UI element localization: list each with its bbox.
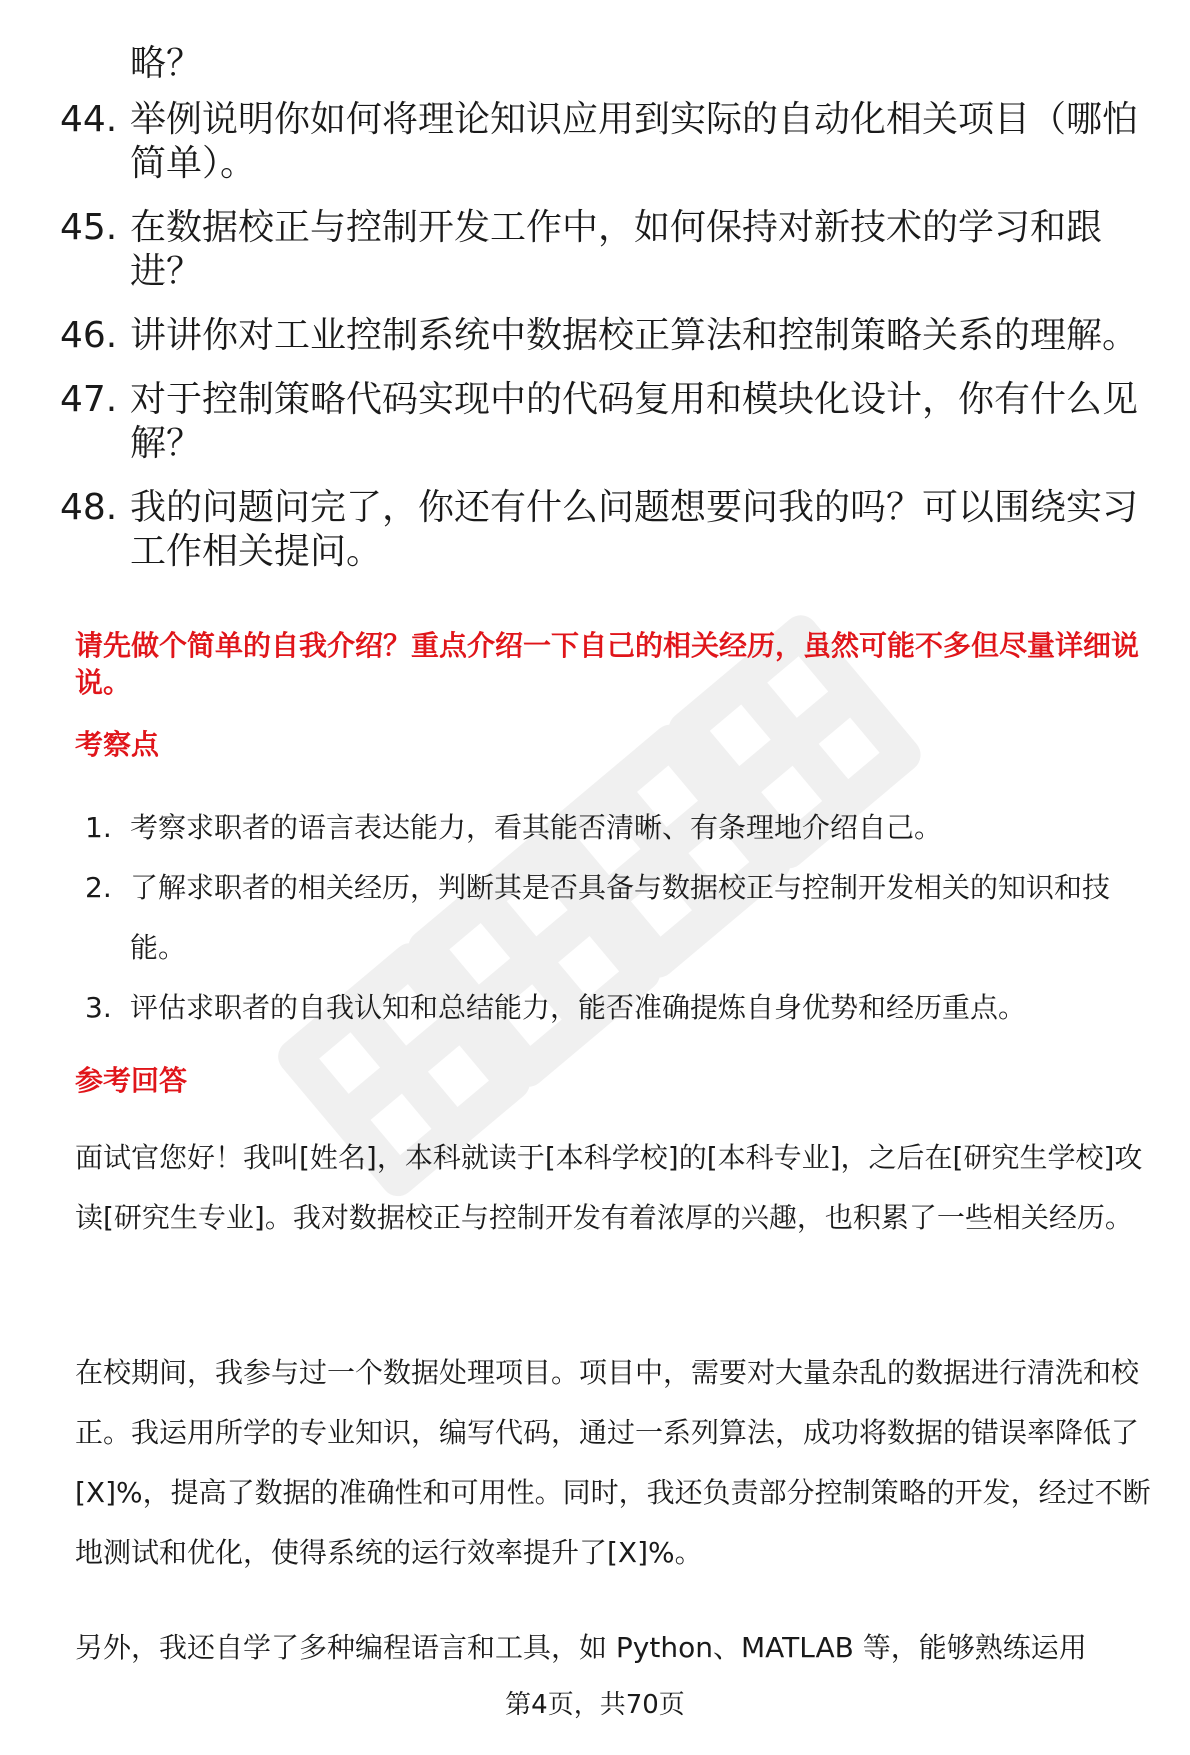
- point-number: 3.: [85, 991, 112, 1024]
- point-text: 评估求职者的自我认知和总结能力，能否准确提炼自身优势和经历重点。: [130, 991, 1027, 1024]
- question-continuation: 略？: [130, 43, 203, 84]
- question-number: 45.: [60, 207, 118, 248]
- answer-paragraph: 在校期间，我参与过一个数据处理项目。项目中，需要对大量杂乱的数据进行清洗和校正。我运用所学的专业知识，编写代码，通过一系列算法，成功将数据的错误率降低了[X]%，提高了数据的准确性和可用性。同时，我还负责部分控制策略的开发，经过不断地测试和优化，使得系统的运行效率提升了[X]%。: [75, 1356, 1151, 1569]
- question-title: 请先做个简单的自我介绍？重点介绍一下自己的相关经历，虽然可能不多但尽量详细说说。: [75, 629, 1140, 699]
- point-item: [85, 798, 1165, 858]
- question-number: 44.: [60, 99, 118, 140]
- question-list: [60, 42, 1160, 594]
- question-number: 48.: [60, 487, 118, 528]
- points-list: [85, 798, 1165, 1038]
- point-item: [85, 858, 1165, 978]
- point-text: 考察求职者的语言表达能力，看其能否清晰、有条理地介绍自己。: [130, 811, 943, 844]
- question-item: [60, 486, 1160, 574]
- question-number: 47.: [60, 379, 118, 420]
- point-number: 2.: [85, 871, 112, 904]
- answer-paragraph: 另外，我还自学了多种编程语言和工具，如 Python、MATLAB 等，能够熟练运用: [75, 1631, 1087, 1664]
- question-item: [60, 378, 1160, 466]
- answer-heading: 参考回答: [75, 1064, 188, 1097]
- question-text: 在数据校正与控制开发工作中，如何保持对新技术的学习和跟进？: [130, 207, 1103, 292]
- page-footer: 第4页，共70页: [505, 1690, 685, 1720]
- question-item: [60, 206, 1160, 294]
- point-item: [85, 978, 1165, 1038]
- question-text: 我的问题问完了，你还有什么问题想要问我的吗？可以围绕实习工作相关提问。: [130, 487, 1139, 572]
- question-text: 举例说明你如何将理论知识应用到实际的自动化相关项目（哪怕简单）。: [130, 99, 1139, 184]
- question-number: 46.: [60, 315, 118, 356]
- question-text: 对于控制策略代码实现中的代码复用和模块化设计，你有什么见解？: [130, 379, 1139, 464]
- question-text: 讲讲你对工业控制系统中数据校正算法和控制策略关系的理解。: [130, 315, 1139, 356]
- points-heading: 考察点: [75, 728, 160, 761]
- point-text: 了解求职者的相关经历，判断其是否具备与数据校正与控制开发相关的知识和技能。: [130, 871, 1111, 964]
- answer-paragraph: 面试官您好！我叫[姓名]，本科就读于[本科学校]的[本科专业]，之后在[研究生学校]攻读[研究生专业]。我对数据校正与控制开发有着浓厚的兴趣，也积累了一些相关经历。: [75, 1141, 1143, 1234]
- point-number: 1.: [85, 811, 112, 844]
- question-item: [60, 314, 1160, 358]
- question-item: [60, 98, 1160, 186]
